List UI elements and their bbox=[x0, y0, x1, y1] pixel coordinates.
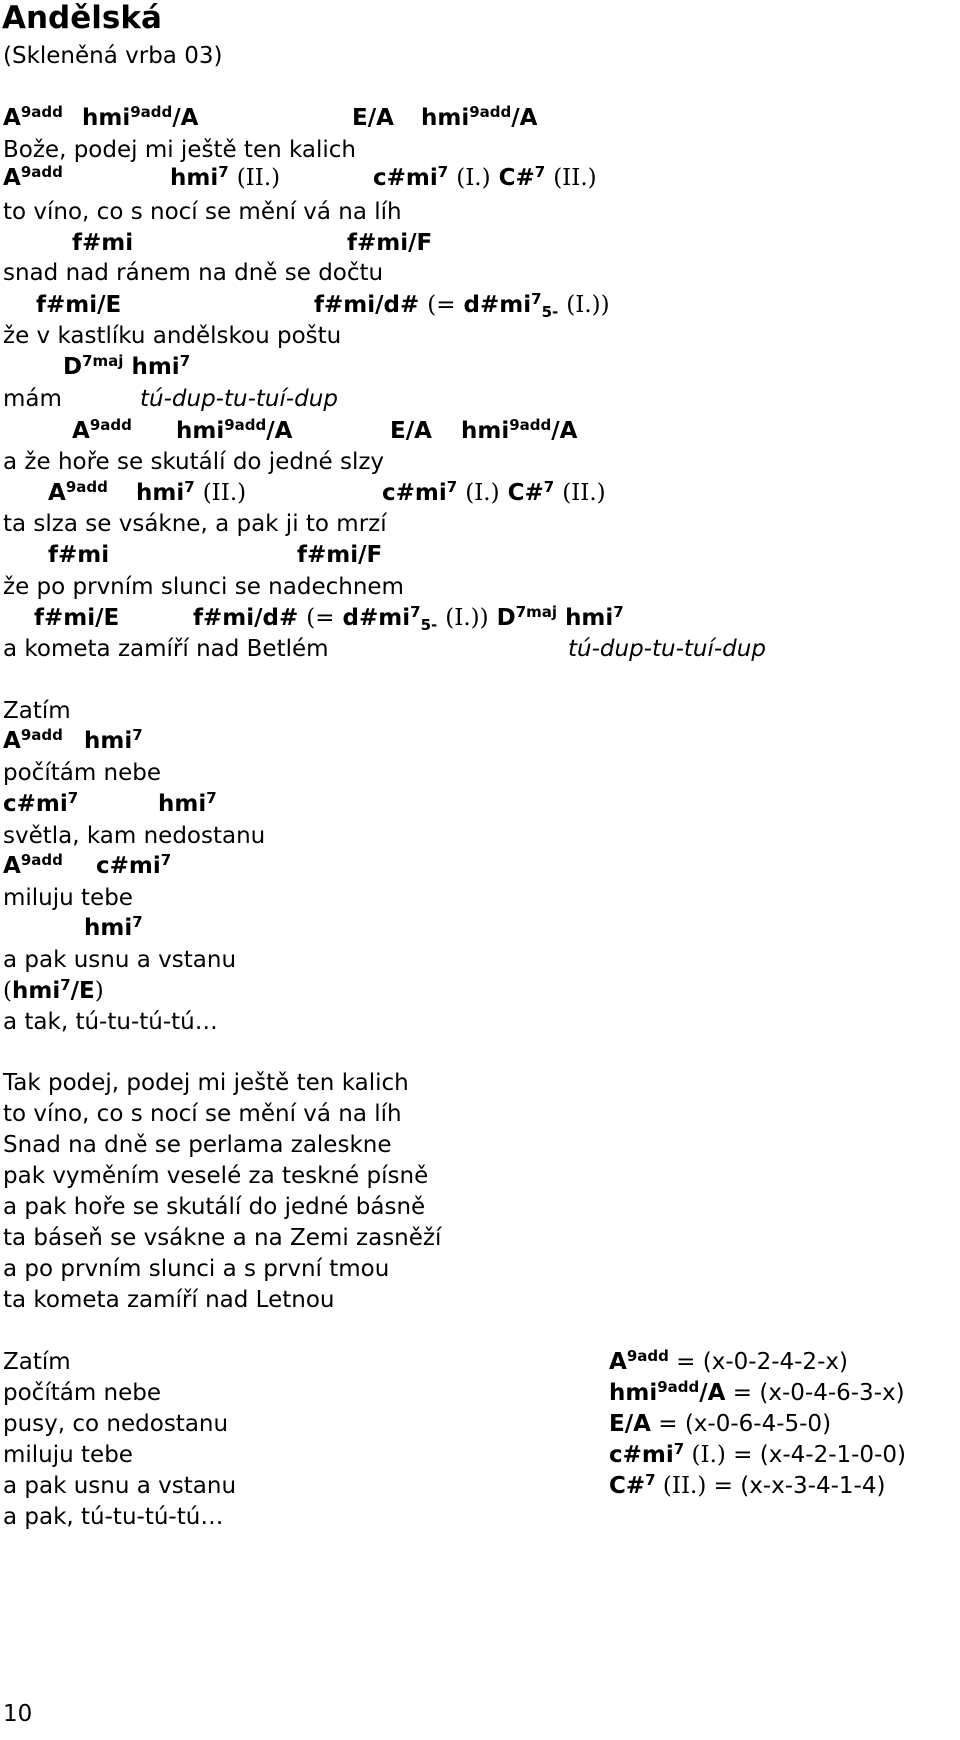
chord-legend-row: C#$^7$ (II.) = (x-x-3-4-1-4) bbox=[609, 1471, 886, 1499]
lyric-line: Zatím bbox=[3, 698, 71, 724]
lyric-line: miluju tebe bbox=[3, 885, 133, 911]
lyric-line: Tak podej, podej mi ještě ten kalich bbox=[3, 1070, 409, 1096]
lyric-line: ta báseň se vsákne a na Zemi zasněží bbox=[3, 1225, 442, 1251]
lyric-line: tú-dup-tu-tuí-dup bbox=[568, 636, 766, 662]
lyric-line: a kometa zamíří nad Betlém bbox=[3, 636, 329, 662]
lyric-line: a po prvním slunci a s první tmou bbox=[3, 1256, 390, 1282]
song-title: Andělská bbox=[2, 0, 162, 36]
lyric-line: mám bbox=[3, 386, 62, 412]
lyric-line: Bože, podej mi ještě ten kalich bbox=[3, 137, 356, 163]
chord: f#mi/E bbox=[34, 605, 120, 631]
chord: hmi$^{9add}$/A bbox=[461, 416, 578, 444]
chord: E/A bbox=[390, 418, 432, 444]
lyric-line: Snad na dně se perlama zaleskne bbox=[3, 1132, 392, 1158]
chord: $c\#mi^7$ (I.) C#$^7$ (II.) bbox=[373, 163, 597, 191]
lyric-line: tú-dup-tu-tuí-dup bbox=[140, 386, 338, 412]
chord: $A^{9add}$ bbox=[3, 851, 63, 879]
chord: $A^{9add}$ bbox=[72, 416, 132, 444]
lyric-line: a pak hoře se skutálí do jedné básně bbox=[3, 1194, 426, 1220]
chord: hmi$^7$ bbox=[84, 726, 143, 754]
lyric-line: to víno, co s nocí se mění vá na líh bbox=[3, 1101, 402, 1127]
chord: hmi$^7$ bbox=[84, 913, 143, 941]
chord: hmi$^7$ (II.) bbox=[170, 163, 281, 191]
chord: $c\#mi^7$ bbox=[3, 789, 79, 817]
lyric-line: světla, kam nedostanu bbox=[3, 823, 266, 849]
chord: (hmi$^7$/E) bbox=[3, 976, 104, 1004]
song-subtitle: (Skleněná vrba 03) bbox=[3, 43, 223, 69]
chord: f#mi/E bbox=[36, 292, 122, 318]
chord: hmi$^7$ (II.) bbox=[136, 478, 247, 506]
chord: f#mi bbox=[72, 230, 134, 256]
chord: f#mi/d# (= $d\#mi^7_{5-}$ (I.)) $D^{7maj}$ hmi$^7$ bbox=[193, 603, 624, 634]
lyric-line: snad nad ránem na dně se dočtu bbox=[3, 260, 384, 286]
chord: $A^{9add}$ bbox=[3, 726, 63, 754]
chord: hmi$^{9add}$/A bbox=[82, 103, 199, 131]
chord: $A^{9add}$ bbox=[3, 103, 63, 131]
lyric-line: pusy, co nedostanu bbox=[3, 1411, 229, 1437]
lyric-line: počítám nebe bbox=[3, 1380, 162, 1406]
lyric-line: miluju tebe bbox=[3, 1442, 133, 1468]
lyric-line: počítám nebe bbox=[3, 760, 162, 786]
lyric-line: Zatím bbox=[3, 1349, 71, 1375]
lyric-line: a pak usnu a vstanu bbox=[3, 1473, 237, 1499]
chord: hmi$^{9add}$/A bbox=[176, 416, 293, 444]
chord: $A^{9add}$ bbox=[3, 163, 63, 191]
lyric-line: a pak usnu a vstanu bbox=[3, 947, 237, 973]
lyric-line: ta slza se vsákne, a pak ji to mrzí bbox=[3, 511, 387, 537]
chord: hmi$^7$ bbox=[158, 789, 217, 817]
chord-legend-row: E/A = (x-0-6-4-5-0) bbox=[609, 1411, 832, 1437]
chord-legend-row: $c\#mi^7$ (I.) = (x-4-2-1-0-0) bbox=[609, 1440, 906, 1468]
chord: $D^{7maj}$ hmi$^7$ bbox=[63, 352, 191, 380]
lyric-line: a pak, tú-tu-tú-tú… bbox=[3, 1504, 224, 1530]
lyric-line: pak vyměním veselé za teskné písně bbox=[3, 1163, 429, 1189]
lyric-line: to víno, co s nocí se mění vá na líh bbox=[3, 199, 402, 225]
chord: $A^{9add}$ bbox=[48, 478, 108, 506]
chord: f#mi/d# (= $d\#mi^7_{5-}$ (I.)) bbox=[314, 290, 610, 321]
page-number: 10 bbox=[3, 1701, 33, 1727]
chord: f#mi bbox=[48, 542, 110, 568]
lyric-line: a že hoře se skutálí do jedné slzy bbox=[3, 449, 385, 475]
chord-legend-row: $A^{9add} = (x-0-2-4-2-x)$ bbox=[609, 1347, 848, 1375]
lyric-line: ta kometa zamíří nad Letnou bbox=[3, 1287, 335, 1313]
chord: $c\#mi^7$ (I.) C#$^7$ (II.) bbox=[382, 478, 606, 506]
chord: f#mi/F bbox=[297, 542, 383, 568]
lyric-line: že v kastlíku andělskou poštu bbox=[3, 323, 342, 349]
chord-legend-row: hmi$^{9add}$/A = (x-0-4-6-3-x) bbox=[609, 1378, 905, 1406]
chord: E/A bbox=[352, 105, 394, 131]
lyric-line: a tak, tú-tu-tú-tú… bbox=[3, 1009, 218, 1035]
chord: f#mi/F bbox=[347, 230, 433, 256]
chord: hmi$^{9add}$/A bbox=[421, 103, 538, 131]
chord: $c\#mi^7$ bbox=[96, 851, 172, 879]
lyric-line: že po prvním slunci se nadechnem bbox=[3, 574, 404, 600]
